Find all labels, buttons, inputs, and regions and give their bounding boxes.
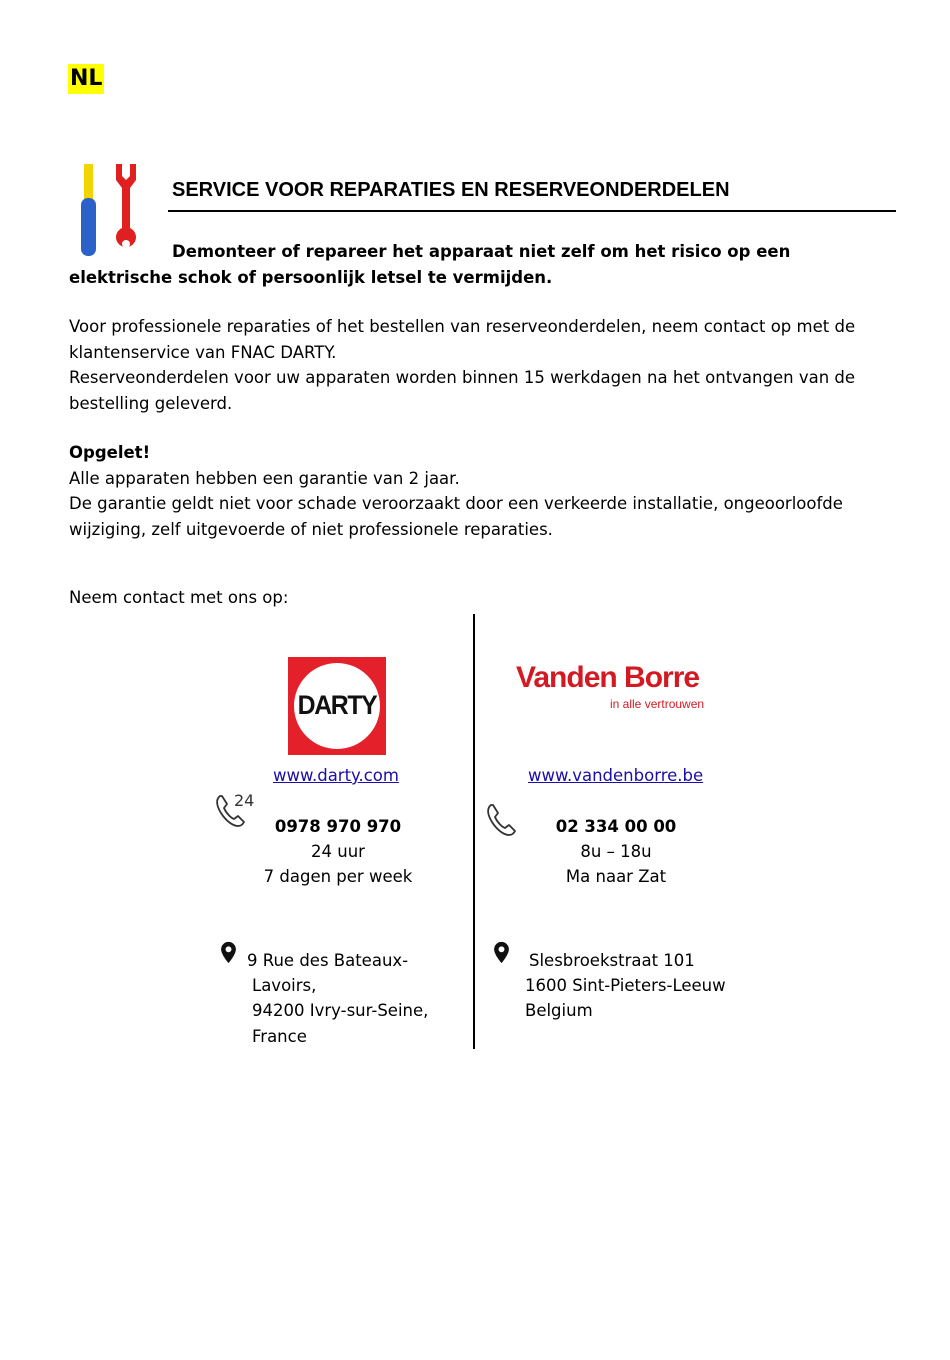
location-pin-icon bbox=[492, 941, 511, 965]
attention-line-exclusions: De garantie geldt niet voor schade veroorzaakt door een verkeerde installatie, ongeoorloofde wijziging, zelf uitgevoerde of niet professionele reparaties. bbox=[69, 494, 843, 539]
darty-address-line2: Lavoirs, bbox=[252, 976, 317, 995]
darty-days: 7 dagen per week bbox=[263, 867, 413, 886]
darty-logo: DARTY bbox=[288, 657, 386, 755]
language-badge: NL bbox=[68, 64, 104, 94]
section-title: SERVICE VOOR REPARATIES EN RESERVEONDERDELEN bbox=[172, 179, 730, 201]
vandenborre-address-line2: 1600 Sint-Pieters-Leeuw bbox=[525, 976, 726, 995]
darty-address-line1: 9 Rue des Bateaux- bbox=[247, 951, 409, 970]
darty-phone: 0978 970 970 bbox=[274, 817, 402, 836]
paragraph-delivery: Reserveonderdelen voor uw apparaten worden binnen 15 werkdagen na het ontvangen van de bestelling geleverd. bbox=[69, 368, 856, 413]
vandenborre-hours: 8u – 18u bbox=[580, 842, 652, 861]
vandenborre-address-line1: Slesbroekstraat 101 bbox=[529, 951, 695, 970]
vandenborre-website-link[interactable]: www.vandenborre.be bbox=[528, 766, 704, 785]
vandenborre-address-line3: Belgium bbox=[525, 1001, 593, 1020]
attention-line-warranty: Alle apparaten hebben een garantie van 2 jaar. bbox=[69, 468, 460, 488]
darty-address-line3: 94200 Ivry-sur-Seine, bbox=[252, 1001, 429, 1020]
column-divider bbox=[473, 614, 475, 1049]
darty-address-line4: France bbox=[252, 1027, 307, 1046]
darty-website-link[interactable]: www.darty.com bbox=[273, 766, 399, 785]
vandenborre-phone: 02 334 00 00 bbox=[555, 817, 677, 836]
attention-block bbox=[69, 440, 869, 542]
attention-heading: Opgelet! bbox=[69, 443, 151, 462]
paragraph-repairs: Voor professionele reparaties of het bestellen van reserveonderdelen, neem contact op met de klantenservice van FNAC DARTY. bbox=[69, 317, 856, 362]
location-pin-icon bbox=[219, 941, 238, 965]
vandenborre-days: Ma naar Zat bbox=[565, 867, 667, 886]
svg-text:24: 24 bbox=[234, 791, 255, 810]
vandenborre-logo: Vanden Borre in alle vertrouwen bbox=[516, 661, 705, 711]
title-underline bbox=[168, 210, 896, 212]
contact-intro: Neem contact met ons op: bbox=[69, 588, 289, 607]
safety-warning: Demonteer of repareer het apparaat niet zelf om het risico op een elektrische schok of persoonlijk letsel te vermijden. bbox=[69, 242, 791, 287]
darty-hours: 24 uur bbox=[311, 842, 365, 861]
